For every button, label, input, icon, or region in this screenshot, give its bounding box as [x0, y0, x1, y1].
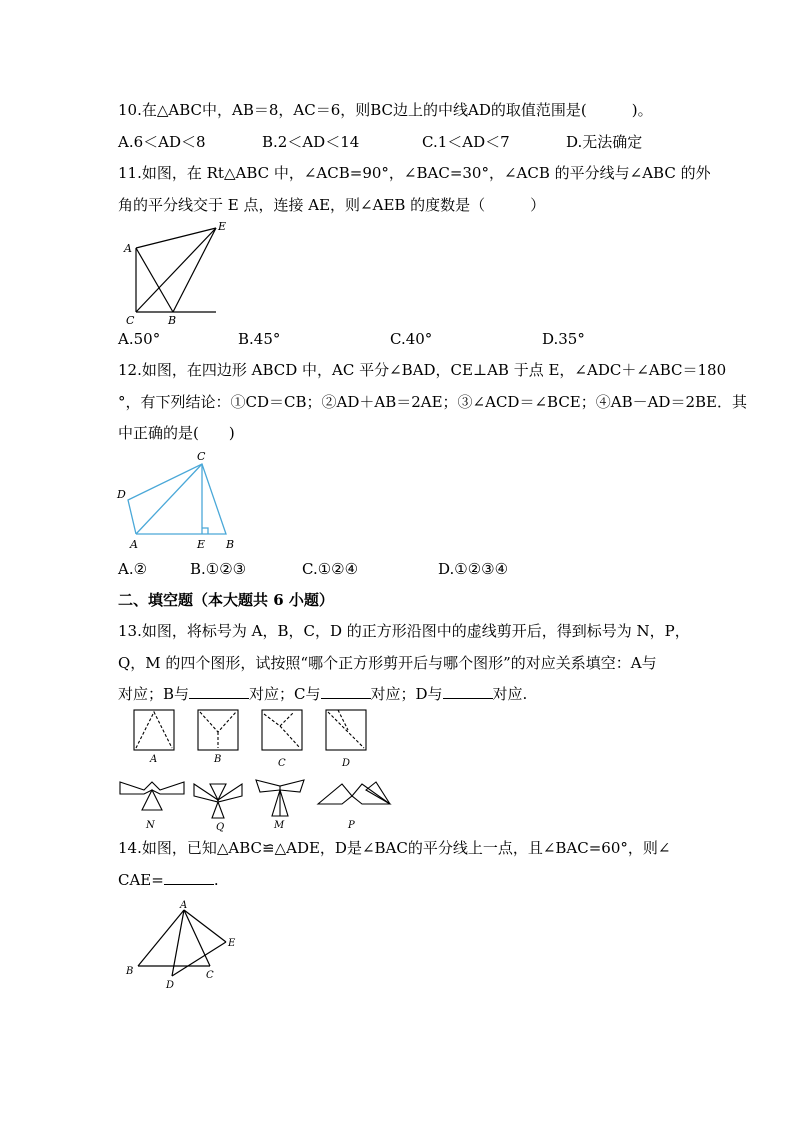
q11-option-a: A.50° — [118, 330, 161, 348]
q13-text-c: 对应；D与 — [370, 685, 443, 703]
q14-label-a: A — [180, 900, 188, 911]
q13-square-label-c: C — [278, 758, 286, 769]
q14-answer-blank[interactable] — [164, 870, 214, 885]
section-heading-fill-in: 二、填空题（本大题共 6 小题） — [118, 591, 334, 609]
q14-label-c: C — [206, 970, 214, 981]
q12-option-c: C.①②④ — [302, 560, 359, 578]
q14-figure — [118, 898, 248, 994]
q13-square-label-a: A — [150, 754, 158, 765]
q13-text-d: 对应. — [492, 685, 528, 703]
q14-label-d: D — [166, 980, 175, 991]
q14-text-cae: CAE= — [118, 871, 164, 889]
q13-square-label-b: B — [214, 754, 222, 765]
q12-label-c: C — [197, 450, 206, 463]
q11-label-e: E — [218, 220, 227, 233]
q13-shape-label-m: M — [274, 820, 285, 831]
q12-label-d: D — [117, 488, 126, 501]
q12-stem-line1: 12.如图，在四边形 ABCD 中，AC 平分∠BAD，CE⊥AB 于点 E，∠ADC＋∠ABC＝180 — [118, 361, 727, 379]
q13-blank-b[interactable] — [189, 684, 249, 699]
q11-stem-line2: 角的平分线交于 E 点，连接 AE，则∠AEB 的度数是（ ） — [118, 196, 546, 214]
q11-option-d: D.35° — [542, 330, 585, 348]
q12-label-a: A — [130, 538, 138, 551]
q11-label-b: B — [168, 314, 177, 327]
q13-blank-d[interactable] — [443, 684, 493, 699]
q13-figure — [112, 706, 402, 836]
q13-stem-line3 — [118, 684, 527, 704]
q12-figure — [114, 448, 244, 554]
q14-stem-line2 — [118, 870, 219, 890]
q13-shape-label-q: Q — [216, 822, 225, 833]
q10-option-a: A.6＜AD＜8 — [118, 133, 206, 151]
q10-option-d: D.无法确定 — [566, 133, 643, 151]
q11-label-c: C — [126, 314, 135, 327]
q14-label-b: B — [126, 966, 134, 977]
q12-stem-line3: 中正确的是( ) — [118, 424, 235, 442]
q13-shape-label-p: P — [348, 820, 355, 831]
q13-text-a: 对应；B与 — [118, 685, 190, 703]
q13-stem-line2: Q，M 的四个图形，试按照“哪个正方形剪开后与哪个图形”的对应关系填空：A与 — [118, 654, 657, 672]
q12-option-d: D.①②③④ — [438, 560, 509, 578]
q13-square-label-d: D — [342, 758, 351, 769]
q14-text-end: . — [213, 871, 219, 889]
q12-label-e: E — [197, 538, 206, 551]
q14-label-e: E — [228, 938, 236, 949]
q13-stem-line1: 13.如图，将标号为 A，B，C，D 的正方形沿图中的虚线剪开后，得到标号为 N，P， — [118, 622, 690, 640]
q12-option-a: A.② — [118, 560, 148, 578]
q12-option-b: B.①②③ — [190, 560, 247, 578]
q12-label-b: B — [226, 538, 235, 551]
q13-blank-c[interactable] — [321, 684, 371, 699]
q13-text-b: 对应；C与 — [249, 685, 321, 703]
q10-option-c: C.1＜AD＜7 — [422, 133, 510, 151]
q11-stem-line1: 11.如图，在 Rt△ABC 中，∠ACB=90°，∠BAC=30°，∠ACB 的平分线与∠ABC 的外 — [118, 164, 711, 182]
q10-option-b: B.2＜AD＜14 — [262, 133, 360, 151]
q14-stem-line1: 14.如图，已知△ABC≌△ADE，D是∠BAC的平分线上一点，且∠BAC=60°，则∠ — [118, 839, 671, 857]
q12-stem-line2: °，有下列结论：①CD＝CB；②AD＋AB＝2AE；③∠ACD＝∠BCE；④AB－AD＝2BE．其 — [118, 393, 747, 411]
q11-option-c: C.40° — [390, 330, 433, 348]
q13-shape-label-n: N — [146, 820, 155, 831]
q11-figure — [118, 218, 228, 328]
q11-label-a: A — [124, 242, 132, 255]
q10-stem: 10.在△ABC中，AB＝8，AC＝6，则BC边上的中线AD的取值范围是( )。 — [118, 101, 653, 119]
q11-option-b: B.45° — [238, 330, 281, 348]
